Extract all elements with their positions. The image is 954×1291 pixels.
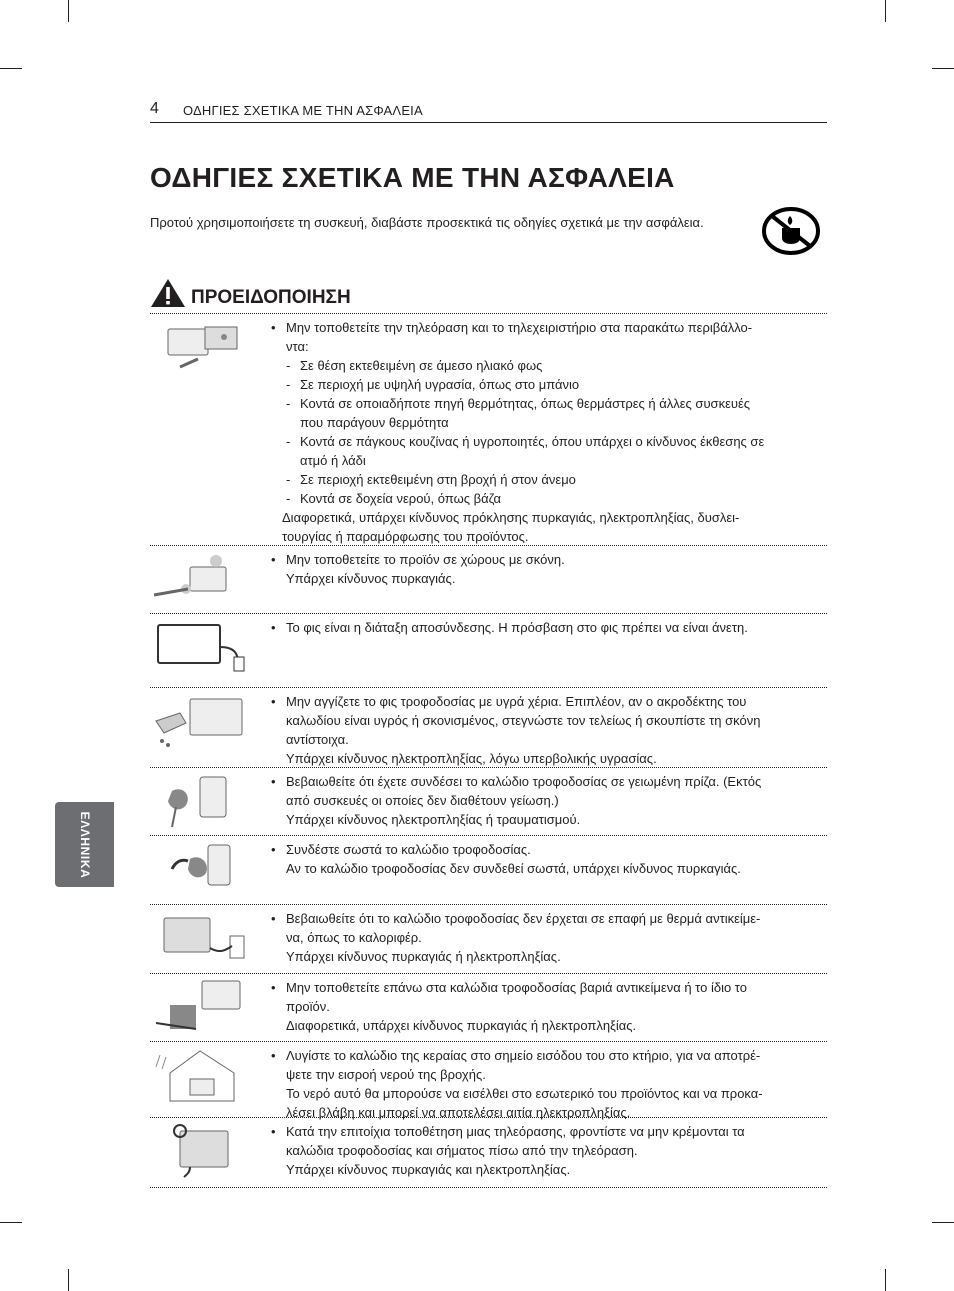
page-title: ΟΔΗΓΙΕΣ ΣΧΕΤΙΚΑ ΜΕ ΤΗΝ ΑΣΦΑΛΕΙΑ [150, 162, 675, 193]
warning-text [271, 546, 827, 588]
warning-bullet: • Το φις είναι η διάταξη αποσύνδεσης. Η πρόσβαση στο φις πρέπει να είναι άνετη. [271, 618, 827, 637]
warning-line: προϊόν. [286, 999, 330, 1014]
tv-plug-access-illustration [150, 617, 250, 675]
warning-text [271, 1042, 827, 1122]
warning-bullet: • Λυγίστε το καλώδιο της κεραίας στο σημείο εισόδου του στο κτήριο, για να αποτρέ- [271, 1046, 827, 1065]
warning-item [150, 688, 827, 768]
warning-line: Υπάρχει κίνδυνος ηλεκτροπληξίας ή τραυματισμού. [286, 812, 581, 827]
grounded-outlet-illustration [150, 771, 250, 829]
warning-item [150, 1042, 827, 1118]
crop-mark [68, 0, 69, 22]
sub-item: - Κοντά σε οποιαδήποτε πηγή θερμότητας, όπως θερμάστρες ή άλλες συσκευές [271, 394, 827, 413]
warning-triangle-icon [150, 278, 186, 308]
warning-line: καλωδίου είναι υγρός ή σκονισμένος, στεγνώστε τον τελείως ή σκουπίστε τη σκόνη [286, 713, 761, 728]
warning-line: Διαφορετικά, υπάρχει κίνδυνος πρόκλησης πυρκαγιάς, ηλεκτροπληξίας, δυσλει- [282, 510, 740, 525]
warning-bullet: • Συνδέστε σωστά το καλώδιο τροφοδοσίας. [271, 840, 827, 859]
warning-line: Διαφορετικά, υπάρχει κίνδυνος πυρκαγιάς ή ηλεκτροπληξίας. [286, 1018, 637, 1033]
warning-line: Υπάρχει κίνδυνος πυρκαγιάς και ηλεκτροπληξίας. [286, 1162, 571, 1177]
warning-line: τουργίας ή παραμόρφωσης του προϊόντος. [282, 529, 529, 544]
crop-mark [932, 1222, 954, 1223]
warning-item [150, 768, 827, 836]
warning-item [150, 1118, 827, 1188]
warning-item [150, 614, 827, 688]
crop-mark [932, 68, 954, 69]
warning-line: ντα: [286, 339, 309, 354]
language-label: ΕΛΛΗΝΙΚΑ [77, 811, 92, 878]
warning-text [271, 768, 827, 829]
warning-list [150, 313, 827, 1188]
sub-item-cont: που παράγουν θερμότητα [300, 415, 449, 430]
sub-item: - Κοντά σε πάγκους κουζίνας ή υγροποιητές, όπου υπάρχει ο κίνδυνος έκθεσης σε [271, 432, 827, 451]
warning-line: αντίστοιχα. [286, 732, 349, 747]
warning-line: Υπάρχει κίνδυνος πυρκαγιάς ή ηλεκτροπληξίας. [286, 949, 561, 964]
tv-environment-illustration [150, 317, 250, 375]
sub-item-cont: ατμό ή λάδι [300, 453, 366, 468]
warning-line: Το νερό αυτό θα μπορούσε να εισέλθει στο εσωτερικό του προϊόντος και να προκα- [286, 1086, 763, 1101]
warning-text [271, 1118, 827, 1179]
sub-item: - Σε περιοχή εκτεθειμένη στη βροχή ή στον άνεμο [271, 470, 827, 489]
warning-item [150, 546, 827, 614]
crop-mark [885, 0, 886, 22]
wet-hands-plug-illustration [150, 691, 250, 749]
warning-bullet: • Μην τοποθετείτε την τηλεόραση και το τηλεχειριστήριο στα παρακάτω περιβάλλο- [271, 318, 827, 337]
warning-item [150, 905, 827, 974]
warning-line: καλώδια τροφοδοσίας και σήματος πίσω από την τηλεόραση. [286, 1143, 638, 1158]
warning-bullet: • Βεβαιωθείτε ότι το καλώδιο τροφοδοσίας δεν έρχεται σε επαφή με θερμά αντικείμε- [271, 909, 827, 928]
crop-mark [0, 68, 22, 69]
warning-text [271, 974, 827, 1035]
plug-connection-illustration [150, 839, 250, 897]
warning-item [150, 314, 827, 546]
warning-line: λέσει βλάβη και μπορεί να αποτελέσει αιτία ηλεκτροπληξίας. [286, 1105, 631, 1120]
warning-bullet: • Μην τοποθετείτε το προϊόν σε χώρους με σκόνη. [271, 550, 827, 569]
warning-bullet: • Μην τοποθετείτε επάνω στα καλώδια τροφοδοσίας βαριά αντικείμενα ή το ίδιο το [271, 978, 827, 997]
dusty-tv-illustration [150, 549, 250, 607]
language-side-tab [55, 802, 114, 887]
warning-text [271, 905, 827, 966]
no-bathtub-prohibition-icon [762, 206, 820, 256]
heavy-object-on-cable-illustration [150, 977, 250, 1035]
crop-mark [0, 1222, 22, 1223]
antenna-cable-house-illustration [150, 1045, 250, 1103]
wall-mount-cables-illustration [150, 1121, 250, 1179]
warning-line: Υπάρχει κίνδυνος πυρκαγιάς. [286, 571, 456, 586]
warning-text [271, 688, 827, 768]
cable-heater-illustration [150, 908, 250, 966]
sub-item: - Σε περιοχή με υψηλή υγρασία, όπως στο μπάνιο [271, 375, 827, 394]
warning-text [271, 836, 827, 878]
header-section-title: ΟΔΗΓΙΕΣ ΣΧΕΤΙΚΑ ΜΕ ΤΗΝ ΑΣΦΑΛΕΙΑ [183, 103, 423, 118]
warning-text [271, 614, 827, 637]
crop-mark [68, 1269, 69, 1291]
warning-text [271, 314, 827, 546]
crop-mark [885, 1269, 886, 1291]
running-header [150, 100, 827, 123]
intro-text: Προτού χρησιμοποιήσετε τη συσκευή, διαβάστε προσεκτικά τις οδηγίες σχετικά με την ασφάλεια. [150, 215, 704, 230]
warning-item [150, 974, 827, 1042]
warning-item [150, 836, 827, 905]
warning-line: Αν το καλώδιο τροφοδοσίας δεν συνδεθεί σωστά, υπάρχει κίνδυνος πυρκαγιάς. [286, 861, 741, 876]
warning-line: ψετε την εισροή νερού της βροχής. [286, 1067, 486, 1082]
page-number: 4 [150, 100, 159, 117]
warning-line: από συσκευές οι οποίες δεν διαθέτουν γείωση.) [286, 793, 559, 808]
warning-bullet: • Βεβαιωθείτε ότι έχετε συνδέσει το καλώδιο τροφοδοσίας σε γειωμένη πρίζα. (Εκτός [271, 772, 827, 791]
warning-line: να, όπως το καλοριφέρ. [286, 930, 422, 945]
warning-heading: ΠΡΟΕΙΔΟΠΟΙΗΣΗ [191, 287, 351, 308]
sub-item: - Κοντά σε δοχεία νερού, όπως βάζα [271, 489, 827, 508]
warning-line: Υπάρχει κίνδυνος ηλεκτροπληξίας, λόγω υπερβολικής υγρασίας. [286, 751, 657, 766]
sub-item: - Σε θέση εκτεθειμένη σε άμεσο ηλιακό φως [271, 356, 827, 375]
warning-bullet: • Μην αγγίζετε το φις τροφοδοσίας με υγρά χέρια. Επιπλέον, αν ο ακροδέκτης του [271, 692, 827, 711]
warning-bullet: • Κατά την επιτοίχια τοποθέτηση μιας τηλεόρασης, φροντίστε να μην κρέμονται τα [271, 1122, 827, 1141]
